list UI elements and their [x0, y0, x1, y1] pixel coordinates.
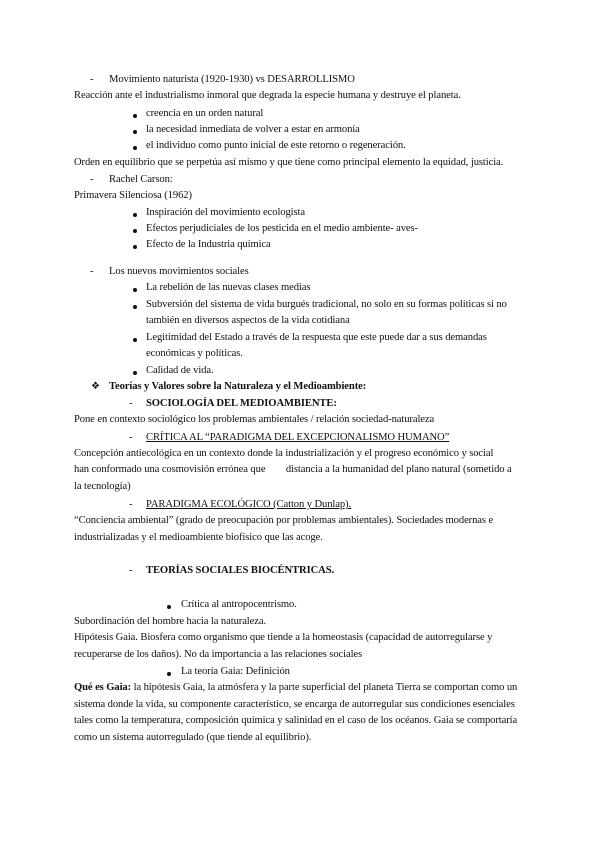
- dash-bullet: -: [129, 432, 133, 443]
- list-item: el individuo como punto inicial de este retorno o regeneración.: [146, 140, 406, 151]
- dash-bullet: -: [129, 499, 133, 510]
- bullet-dot: [167, 605, 171, 609]
- dash-bullet: -: [129, 398, 133, 409]
- paragraph-text: tales como la temperatura, composición química y salinidad en el caso de los océanos. Gaia se comportaría: [74, 715, 518, 726]
- diamond-bullet-icon: ❖: [91, 381, 100, 392]
- paragraph-text: Subordinación del hombre hacia la naturaleza.: [74, 616, 266, 627]
- bullet-dot: [133, 305, 137, 309]
- paragraph-text: la tecnología): [74, 481, 131, 492]
- list-item: La rebelión de las nuevas clases medias: [146, 282, 311, 293]
- bullet-dot: [133, 288, 137, 292]
- paragraph-text: “Conciencia ambiental” (grado de preocupación por problemas ambientales). Sociedades modernas e: [74, 515, 494, 526]
- bullet-dot: [133, 213, 137, 217]
- heading-nuevos-movimientos: Los nuevos movimientos sociales: [109, 266, 249, 277]
- list-item: Subversión del sistema de vida burgués tradicional, no solo en su formas políticas si no: [146, 299, 507, 310]
- list-item: Crítica al antropocentrismo.: [181, 599, 297, 610]
- list-item: Efecto de la Industria química: [146, 239, 271, 250]
- list-item: la necesidad inmediata de volver a estar en armonía: [146, 124, 360, 135]
- paragraph-text: Pone en contexto sociológico los problemas ambientales / relación sociedad-naturaleza: [74, 414, 435, 425]
- gaia-definition-line: Qué es Gaia: la hipótesis Gaia, la atmósfera y la parte superficial del planeta Tierra se comportan como un: [74, 682, 518, 693]
- bullet-dot: [133, 114, 137, 118]
- list-item: Inspiración del movimiento ecologista: [146, 207, 305, 218]
- paragraph-text: como un sistema autorregulado (que tiende al equilibrio).: [74, 732, 312, 743]
- list-item: La teoría Gaia: Definición: [181, 666, 290, 677]
- list-item: Calidad de vida.: [146, 365, 214, 376]
- paragraph-text: sistema donde la vida, su componente característico, se encarga de autorregular sus condiciones esenciales: [74, 699, 515, 710]
- paragraph-text: han conformado una cosmovisión errónea que distancia a la humanidad del plano natural (sometido a: [74, 464, 512, 475]
- list-item-continuation: económicas y políticas.: [146, 348, 243, 359]
- list-item-continuation: también en diversos aspectos de la vida cotidiana: [146, 315, 350, 326]
- heading-rachel-carson: Rachel Carson:: [109, 174, 173, 185]
- paragraph-text: Concepción antiecológica en un contexto donde la industrialización y el progreso económico y social: [74, 448, 494, 459]
- paragraph-text: industrializadas y el medioambiente biofísico que las acoge.: [74, 532, 323, 543]
- paragraph-text: Primavera Silenciosa (1962): [74, 190, 192, 201]
- list-item: Legitimidad del Estado a través de la respuesta que este puede dar a sus demandas: [146, 332, 487, 343]
- dash-bullet: -: [129, 565, 133, 576]
- subheading-sociologia: SOCIOLOGÍA DEL MEDIOAMBIENTE:: [146, 398, 337, 409]
- bullet-dot: [133, 130, 137, 134]
- paragraph-text: recuperarse de los daños). No da importancia a las relaciones sociales: [74, 649, 363, 660]
- subheading-paradigma-ecologico: PARADIGMA ECOLÓGICO (Catton y Dunlap).: [146, 499, 352, 510]
- bullet-dot: [133, 371, 137, 375]
- bullet-dot: [133, 338, 137, 342]
- dash-bullet: -: [90, 74, 94, 85]
- bullet-dot: [133, 245, 137, 249]
- dash-bullet: -: [90, 174, 94, 185]
- heading-teorias-valores: Teorías y Valores sobre la Naturaleza y el Medioambiente:: [109, 381, 367, 392]
- paragraph-text: Reacción ante el industrialismo inmoral que degrada la especie humana y destruye el planeta.: [74, 90, 461, 101]
- heading-movimiento-naturista: Movimiento naturista (1920-1930) vs DESARROLLISMO: [109, 74, 355, 85]
- paragraph-text: Orden en equilibrio que se perpetúa así mismo y que tiene como principal elemento la equidad, justicia.: [74, 157, 504, 168]
- list-item: creencia en un orden natural: [146, 108, 264, 119]
- paragraph-text: Hipótesis Gaia. Biosfera como organismo que tiende a la homeostasis (capacidad de autorregularse y: [74, 632, 493, 643]
- subheading-critica-paradigma: CRÍTICA AL “PARADIGMA DEL EXCEPCIONALISMO HUMANO”: [146, 432, 450, 443]
- list-item: Efectos perjudiciales de los pesticida en el medio ambiente- aves-: [146, 223, 418, 234]
- bullet-dot: [133, 146, 137, 150]
- bullet-dot: [167, 672, 171, 676]
- dash-bullet: -: [90, 266, 94, 277]
- bullet-dot: [133, 229, 137, 233]
- heading-teorias-biocentricas: TEORÍAS SOCIALES BIOCÉNTRICAS.: [146, 565, 335, 576]
